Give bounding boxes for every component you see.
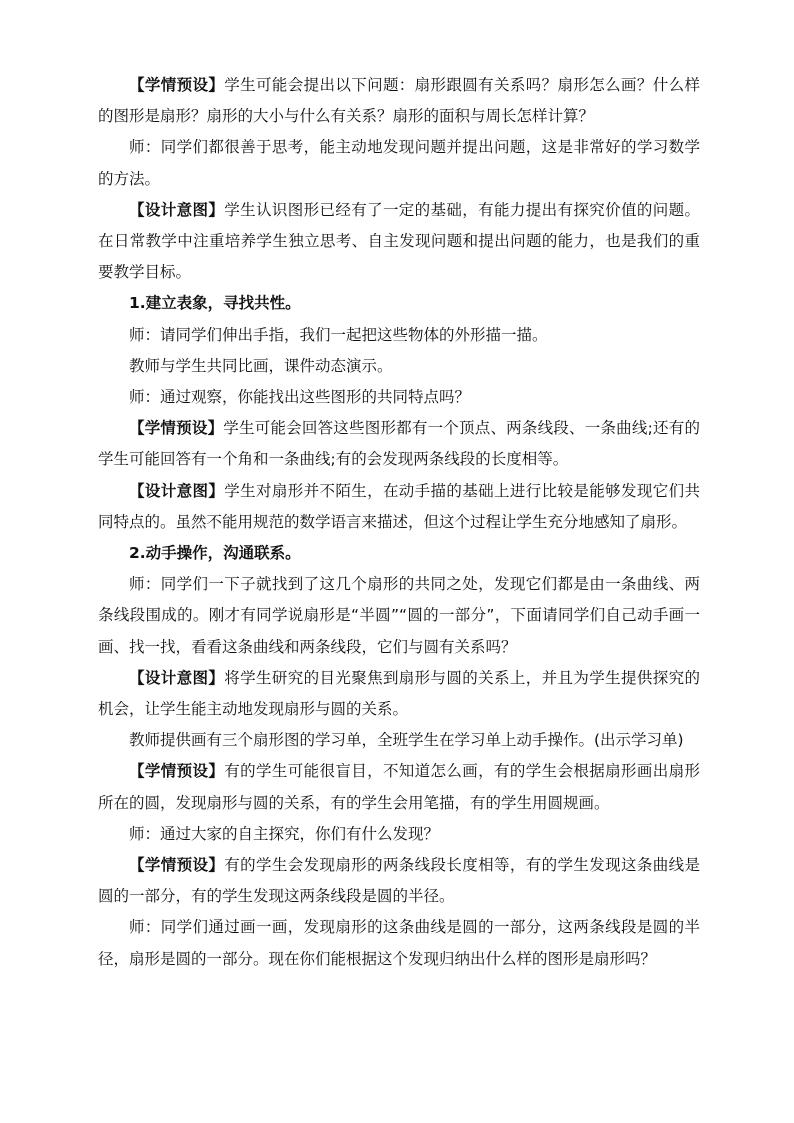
- paragraph-text: 师：同学们通过画一画，发现扇形的这条曲线是圆的一部分，这两条线段是圆的半径，扇形是圆的一部分。现在你们能根据这个发现归纳出什么样的图形是扇形吗？: [98, 918, 700, 968]
- paragraph-text: 学生认识图形已经有了一定的基础，有能力提出有探究价值的问题。在日常教学中注重培养学生独立思考、自主发现问题和提出问题的能力，也是我们的重要教学目标。: [98, 200, 700, 282]
- paragraph-design-intent-2: [98, 476, 700, 538]
- document-page: [98, 70, 700, 975]
- paragraph-design-intent: [98, 195, 700, 289]
- tag-label: 【学情预设】: [129, 76, 225, 94]
- paragraph-text: 有的学生会发现扇形的两条线段长度相等，有的学生发现这条曲线是圆的一部分，有的学生发现这两条线段是圆的半径。: [98, 856, 700, 906]
- paragraph-text: 师：通过大家的自主探究，你们有什么发现？: [129, 824, 440, 843]
- section-heading-2: 2.动手操作，沟通联系。: [129, 544, 301, 563]
- paragraph-teacher-summary: [98, 912, 700, 974]
- paragraph-text: 教师提供画有三个扇形图的学习单，全班学生在学习单上动手操作。(出示学习单): [129, 731, 684, 750]
- tag-label: 【学情预设】: [129, 762, 225, 781]
- paragraph-worksheet: [98, 725, 700, 756]
- section-heading-1: 1.建立表象，寻找共性。: [129, 294, 301, 313]
- paragraph-text: 将学生研究的目光聚焦到扇形与圆的关系上，并且为学生提供探究的机会，让学生能主动地发现扇形与圆的关系。: [98, 668, 700, 719]
- tag-label: 【学情预设】: [129, 856, 225, 875]
- paragraph-preset-answers: [98, 413, 700, 475]
- paragraph-text: 学生可能会提出以下问题：扇形跟圆有关系吗？扇形怎么画？什么样的图形是扇形？扇形的大小与什么有关系？扇形的面积与周长怎样计算？: [98, 76, 700, 126]
- paragraph-preset-questions: [98, 70, 700, 132]
- paragraph-teacher-observe: [98, 382, 700, 413]
- paragraph-teacher-trace: [98, 320, 700, 351]
- tag-label: 【设计意图】: [129, 200, 225, 219]
- paragraph-teacher-discover: [98, 819, 700, 850]
- paragraph-demo: [98, 351, 700, 382]
- paragraph-text: 学生对扇形并不陌生，在动手描的基础上进行比较是能够发现它们共同特点的。虽然不能用规范的数学语言来描述，但这个过程让学生充分地感知了扇形。: [98, 481, 700, 531]
- paragraph-teacher-explore: [98, 569, 700, 663]
- paragraph-text: 教师与学生共同比画，课件动态演示。: [129, 356, 393, 375]
- tag-label: 【学情预设】: [129, 419, 224, 438]
- tag-label: 【设计意图】: [129, 481, 225, 500]
- paragraph-preset-drawing: [98, 756, 700, 818]
- tag-label: 【设计意图】: [129, 668, 225, 687]
- paragraph-teacher-praise: [98, 132, 700, 194]
- paragraph-preset-findings: [98, 850, 700, 912]
- paragraph-text: 师：请同学们伸出手指，我们一起把这些物体的外形描一描。: [129, 325, 548, 344]
- paragraph-text: 师：同学们都很善于思考，能主动地发现问题并提出问题，这是非常好的学习数学的方法。: [98, 138, 700, 188]
- paragraph-text: 师：通过观察，你能找出这些图形的共同特点吗？: [129, 388, 471, 407]
- paragraph-text: 有的学生可能很盲目，不知道怎么画，有的学生会根据扇形画出扇形所在的圆，发现扇形与圆的关系，有的学生会用笔描，有的学生用圆规画。: [98, 762, 700, 812]
- paragraph-text: 师：同学们一下子就找到了这几个扇形的共同之处，发现它们都是由一条曲线、两条线段围成的。刚才有同学说扇形是“半圆”“圆的一部分”，下面请同学们自己动手画一画、找一找，看看这条曲线和两条线段，它们与圆有关系吗？: [98, 575, 700, 656]
- paragraph-text: 学生可能会回答这些图形都有一个顶点、两条线段、一条曲线;还有的学生可能回答有一个角和一条曲线;有的会发现两条线段的长度相等。: [98, 419, 700, 469]
- paragraph-design-intent-3: [98, 663, 700, 725]
